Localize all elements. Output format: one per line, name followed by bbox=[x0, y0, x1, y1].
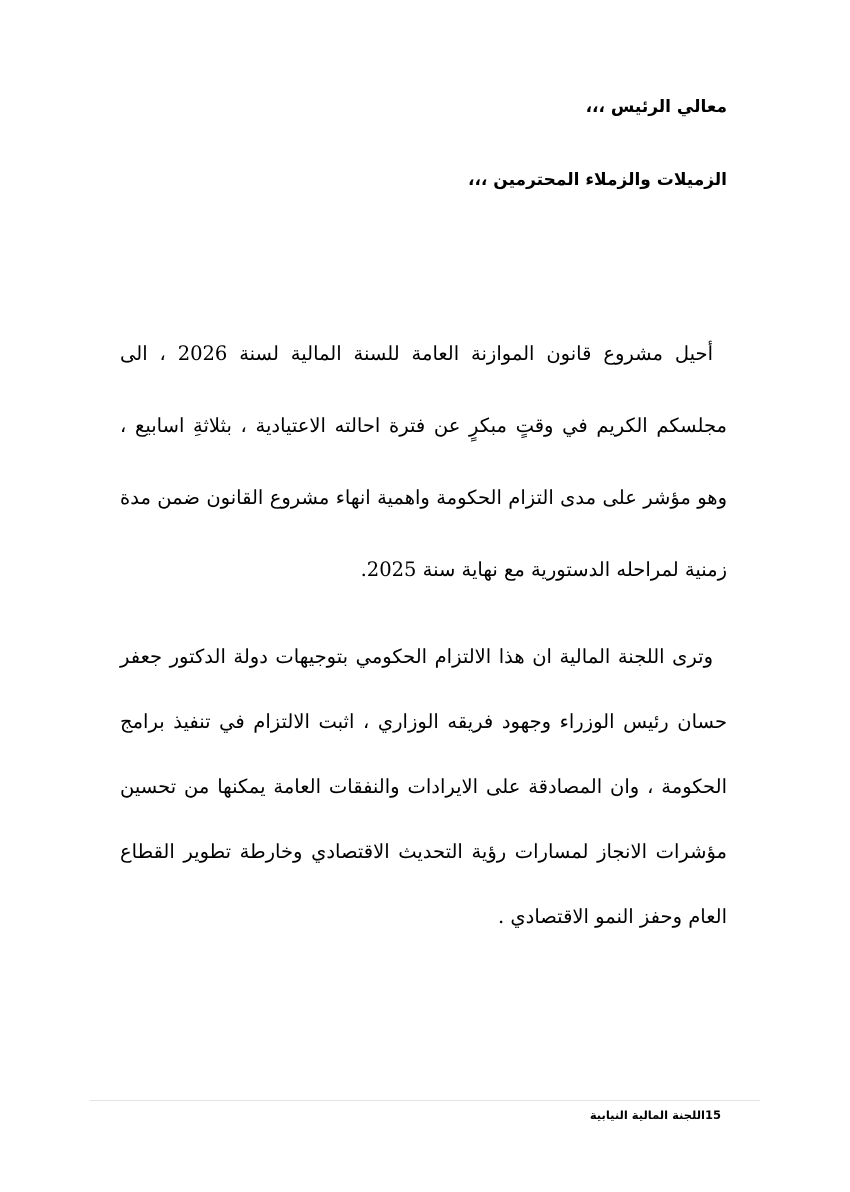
footer-page-number: 15 bbox=[704, 1108, 721, 1122]
page-footer bbox=[0, 1090, 850, 1150]
salutation-block bbox=[120, 96, 727, 192]
footer-divider bbox=[90, 1100, 760, 1101]
footer-committee-name: اللجنة المالية النيابية bbox=[589, 1108, 705, 1122]
salutation-colleagues: الزميلات والزملاء المحترمين ،،، bbox=[468, 169, 727, 190]
paragraph-budget-referral: أحيل مشروع قانون الموازنة العامة للسنة المالية لسنة 2026 ، الى مجلسكم الكريم في وقتٍ مبكرٍ عن فترة احالته الاعتيادية ، بثلاثةِ اسابيع ، وهو مؤشر على مدى التزام الحكومة واهمية انهاء مشروع القانون ضمن مدة زمنية لمراحله الدستورية مع نهاية سنة 2025. bbox=[120, 342, 727, 581]
document-body bbox=[120, 318, 727, 949]
paragraph-committee-view: وترى اللجنة المالية ان هذا الالتزام الحكومي بتوجيهات دولة الدكتور جعفر حسان رئيس الوزراء وجهود فريقه الوزاري ، اثبت الالتزام في تنفيذ برامج الحكومة ، وان المصادقة على الايرادات والنفقات العامة يمكنها من تحسين مؤشرات الانجاز لمسارات رؤية التحديث الاقتصادي وخارطة تطوير القطاع العام وحفز النمو الاقتصادي . bbox=[120, 645, 727, 928]
footer-committee-label bbox=[590, 1108, 727, 1122]
salutation-president: معالي الرئيس ،،، bbox=[585, 97, 727, 117]
